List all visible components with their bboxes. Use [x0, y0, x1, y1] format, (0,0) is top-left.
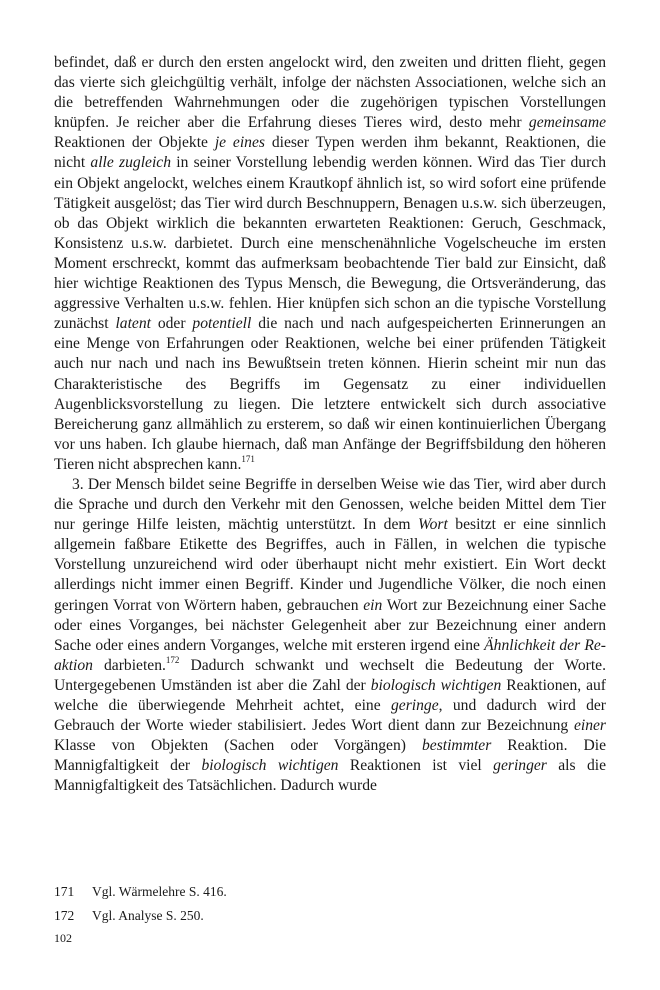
text-run: die nach und nach aufgespeicherten Erinnerungen an eine Menge von Erfahrungen oder Reaktionen, welche bei einer prüfenden Tätigkeit auch nur nach und nach ins Bewußtsein treten können. Hierin scheint mir nun das Charakteristische des Begriffs im Gegensatz zu einer individuellen Augenblicksvorstellung zu liegen. Die letztere entwickelt sich durch associative Bereicherung ganz allmählich zu ersterem, so daß wir einen kontinuierlichen Übergang vor uns haben. Ich glaube hiernach, daß man Anfänge der Begriffsbildung den höheren Tieren nicht absprechen kann. — [54, 315, 606, 473]
footnote-ref-172[interactable]: 172 — [165, 654, 180, 665]
emphasis: biologisch wichtigen — [201, 757, 339, 775]
text-run: Reaktion. Die Mannigfaltigkeit der — [54, 737, 607, 775]
paragraph-1 — [54, 53, 606, 475]
paragraph-2 — [54, 475, 606, 797]
text-run: Reaktionen, auf welche die überwiegende Mehrheit achtet, eine — [54, 676, 606, 714]
emphasis: potentiell — [192, 315, 252, 333]
text-run: Wort zur Bezeichnung einer Sache oder eines Vorganges, bei nächster Gelegenheit aber zur Bezeichnung einer andern Sache oder eines andern Vorganges, welche mit ersteren irgend eine — [54, 596, 606, 654]
emphasis: gemeinsame — [528, 114, 606, 132]
emphasis: biologisch wichtigen — [370, 676, 502, 694]
footnote-text: Vgl. Wärmelehre S. 416. — [92, 884, 227, 899]
text-run: dieser Typen werden ihm bekannt, Reaktionen, die nicht — [54, 134, 606, 172]
text-run: besitzt er eine sinnlich allgemein faßbare Etikette des Begriffes, auch in Fällen, in welchen die typische Vorstellung unzureichend wird oder überhaupt nicht mehr existiert. Ein Wort deckt allerdings nicht immer einen Begriff. Kinder und Jugendliche Völker, die noch einen geringen Vorrat von Wörtern haben, gebrauchen — [54, 516, 606, 614]
text-run: Reaktionen ist viel — [338, 757, 494, 775]
page-body — [54, 53, 606, 796]
emphasis: geringer — [493, 757, 547, 775]
text-run: Reaktionen der Objekte — [54, 134, 215, 152]
footnote-171 — [54, 880, 606, 904]
text-run: darbieten. — [92, 656, 166, 674]
emphasis: Ähnlichkeit der Reaktion — [54, 636, 606, 674]
emphasis: alle zugleich — [90, 154, 172, 172]
text-run: oder — [150, 315, 193, 333]
footnote-ref-171[interactable]: 171 — [241, 453, 255, 464]
text-run: Dadurch schwankt und wechselt die Bedeutung der Worte. Untergegebenen Umständen ist aber die Zahl der — [54, 656, 606, 694]
emphasis: einer — [573, 717, 606, 735]
text-run: 3. Der Mensch bildet seine Begriffe in derselben Weise wie das Tier, wird aber durch die Sprache und durch den Verkehr mit den Genossen, welche beiden Mittel dem Tier nur geringe Hilfe leisten, mächtig unterstützt. In dem — [54, 475, 606, 534]
emphasis: Wort — [418, 516, 448, 534]
emphasis: geringe — [390, 697, 439, 714]
text-run: befindet, daß er durch den ersten angelockt wird, den zweiten und dritten flieht, gegen das vierte sich gleichgültig verhält, infolge der nächsten Associationen, welche sich an die betreffenden Wahrnehmungen oder die zugehörigen typischen Vorstellungen knüpfen. Je reicher aber die Erfahrung dieses Tieres wird, desto mehr — [54, 54, 606, 132]
emphasis: bestimmter — [421, 737, 492, 755]
emphasis: ein — [363, 596, 383, 614]
footnotes — [54, 880, 606, 928]
emphasis: je eines — [214, 134, 265, 152]
footnote-172 — [54, 904, 606, 928]
footnote-number: 172 — [54, 908, 75, 923]
text-run: als die Mannigfaltigkeit des Tatsächlichen. Dadurch wurde — [54, 757, 606, 795]
page-number: 102 — [54, 931, 72, 945]
body-text — [54, 53, 606, 796]
text-run: , und dadurch wird der Gebrauch der Worte wieder stabilisiert. Jedes Wort dient dann zur Bezeichnung — [54, 697, 607, 735]
footnote-text: Vgl. Analyse S. 250. — [92, 908, 204, 923]
footnote-number: 171 — [54, 884, 75, 899]
emphasis: latent — [115, 315, 151, 333]
text-run: Klasse von Objekten (Sachen oder Vorgängen) — [54, 737, 422, 755]
text-run: in seiner Vorstellung lebendig werden können. Wird das Tier durch ein Objekt angelockt, welches einem Krautkopf ähnlich ist, so wird sofort eine prüfende Tätigkeit ausgelöst; das Tier wird durch Beschnuppern, Benagen u.s.w. sich überzeugen, ob das Objekt wirklich die bekannten erwarteten Reaktionen: Geruch, Geschmack, Konsistenz u.s.w. darbietet. Durch eine menschenähnliche Vogelscheuche im ersten Moment erschreckt, kommt das aufmerksam beobachtende Tier bald zur Einsicht, daß hier wichtige Reaktionen des Typus Mensch, die Bewegung, die Ortsveränderung, das aggressive Verhalten u.s.w. fehlen. Hier knüpfen sich schon an die typische Vorstellung zunächst — [54, 154, 607, 333]
